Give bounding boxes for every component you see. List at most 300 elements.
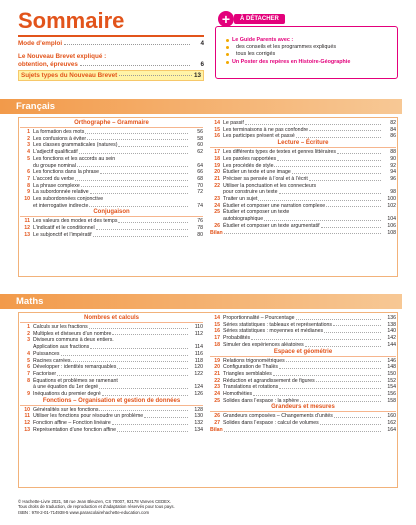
entry-number: 23 (214, 384, 220, 391)
toc-entry[interactable] (210, 216, 396, 223)
leader (333, 322, 381, 327)
entry-page: 76 (197, 218, 203, 225)
entry-title: Les confusions à éviter (33, 135, 87, 142)
entry-page: 80 (197, 231, 203, 238)
toc-entry[interactable] (210, 176, 396, 183)
toc-entry[interactable] (210, 371, 396, 378)
entry-page: 92 (390, 162, 396, 169)
entry-title: Étudier et composer un texte argumentatif (223, 222, 320, 229)
toc-entry-brevet[interactable] (18, 53, 204, 60)
entry-title: Translations et rotations (223, 384, 279, 391)
leader (273, 371, 381, 376)
entry-page: 118 (194, 357, 203, 364)
toc-entry[interactable] (210, 223, 396, 230)
entry-number: 12 (24, 225, 30, 232)
toc-entry[interactable] (20, 407, 203, 414)
toc-entry[interactable] (210, 322, 396, 329)
toc-entry[interactable] (20, 189, 203, 196)
toc-entry[interactable] (210, 328, 396, 335)
toc-subheading: Fonctions – Organisation et gestion de données (20, 398, 203, 406)
entry-page: 98 (390, 189, 396, 196)
entry-page: 70 (197, 182, 203, 189)
leader (80, 61, 190, 66)
footer-line: Tous droits de traduction, de reproduction et d’adaptation réservés pour tous pays. (18, 504, 175, 510)
entry-page: 104 (387, 216, 396, 223)
toc-entry[interactable] (20, 156, 203, 163)
leader (326, 203, 381, 208)
toc-entry[interactable] (210, 342, 396, 349)
entry-number: 8 (27, 182, 30, 189)
leader (320, 420, 381, 425)
page-title: Sommaire (18, 8, 125, 33)
entry-title: Les participes présent et passé (223, 133, 295, 140)
entry-number: 14 (214, 120, 220, 126)
toc-entry[interactable] (20, 203, 203, 210)
entry-number: 3 (27, 337, 30, 344)
entry-number: 8 (27, 377, 30, 384)
toc-entry[interactable] (210, 391, 396, 398)
toc-subheading: Orthographe – Grammaire (20, 120, 203, 128)
toc-subheading: Espace et géométrie (210, 349, 396, 357)
entry-number: 17 (214, 149, 220, 156)
entry-page: 128 (194, 406, 203, 413)
leader (224, 230, 381, 235)
leader (89, 203, 188, 208)
entry-title: Étudier et composer un texte (223, 209, 290, 216)
maths-left-column (20, 315, 203, 434)
footer-line: ISBN : 978-2-01-714938-5 www.parascolairehachette-education.com (18, 509, 150, 515)
leader (112, 331, 188, 336)
toc-entry[interactable] (20, 176, 203, 183)
entry-number: 22 (214, 182, 220, 189)
entry-title: du groupe nominal (33, 162, 76, 169)
entry-title: Mode d’emploi (18, 40, 63, 47)
entry-page: 132 (194, 420, 203, 427)
entry-page: 68 (197, 175, 203, 182)
toc-entry[interactable] (20, 149, 203, 156)
leader (274, 163, 381, 168)
entry-title: Traiter un sujet (223, 196, 258, 203)
entry-page: 64 (197, 162, 203, 169)
leader (81, 183, 188, 188)
toc-entry[interactable] (20, 136, 203, 143)
entry-number: 5 (27, 155, 30, 162)
entry-page: 152 (387, 377, 396, 384)
toc-entry[interactable] (210, 209, 396, 216)
toc-subheading: Grandeurs et mesures (210, 404, 396, 412)
entry-page: 122 (194, 370, 203, 377)
toc-entry[interactable] (20, 218, 203, 225)
entry-title: L’accord du verbe (33, 175, 74, 182)
entry-title: Les différents types de textes et genres littéraires (223, 149, 336, 156)
entry-page: 146 (387, 357, 396, 364)
leader (89, 324, 188, 329)
entry-number: 15 (214, 126, 220, 133)
entry-page: 148 (387, 364, 396, 371)
toc-entry[interactable] (20, 169, 203, 176)
entry-page: 13 (193, 72, 201, 79)
entry-page: 62 (197, 149, 203, 156)
entry-title: obtention, épreuves (18, 61, 78, 68)
section-francais-header: Français (0, 99, 402, 114)
entry-number: 7 (27, 175, 30, 182)
entry-number: 11 (24, 413, 30, 420)
toc-entry[interactable] (20, 196, 203, 203)
leader (117, 427, 188, 432)
toc-entry[interactable] (20, 142, 203, 149)
leader (75, 176, 188, 181)
entry-title: Calculs sur les fractions (33, 324, 88, 330)
leader (305, 342, 381, 347)
entry-page: 154 (387, 384, 396, 391)
entry-page: 60 (197, 142, 203, 149)
entry-title: Étudier un texte et une image (223, 169, 291, 176)
toc-entry[interactable] (20, 331, 203, 338)
entry-page: 130 (194, 413, 203, 420)
entry-title: Sujets types du Nouveau Brevet (21, 72, 118, 79)
toc-entry[interactable] (20, 129, 203, 136)
entry-page: 116 (194, 350, 203, 357)
entry-page: 156 (387, 391, 396, 398)
leader (258, 196, 381, 201)
toc-entry[interactable] (210, 420, 396, 427)
toc-entry-brevet-2[interactable] (18, 61, 204, 68)
toc-subheading: Conjugaison (20, 209, 203, 217)
leader (99, 407, 188, 412)
entry-page: 66 (197, 169, 203, 176)
entry-page: 164 (387, 426, 396, 433)
toc-entry[interactable] (20, 232, 203, 239)
entry-number: 16 (214, 133, 220, 140)
toc-entry-mode-emploi[interactable] (18, 40, 204, 47)
entry-page: 96 (390, 175, 396, 182)
toc-entry[interactable] (20, 364, 203, 371)
entry-page: 112 (194, 330, 203, 337)
entry-title: Les paroles rapportées (223, 155, 277, 162)
entry-page: 138 (387, 321, 396, 328)
entry-title: Équations et problèmes se ramenant (33, 377, 118, 384)
entry-number: 2 (27, 330, 30, 337)
leader (119, 75, 192, 76)
entry-title: La formation des mots (33, 129, 85, 135)
entry-page: 74 (197, 202, 203, 209)
entry-title: Diviseurs communs à deux entiers. (33, 337, 114, 344)
toc-entry[interactable] (210, 384, 396, 391)
plus-icon: + (218, 11, 234, 27)
leader (277, 156, 381, 161)
entry-number: 6 (27, 169, 30, 176)
toc-entry[interactable] (20, 420, 203, 427)
leader (224, 427, 381, 432)
entry-title: Multiples et diviseurs d’un nombre (33, 330, 112, 337)
toc-subheading: Lecture – Écriture (210, 140, 396, 148)
entry-title: Simuler des expériences aléatoires (223, 341, 304, 348)
leader (57, 371, 188, 376)
entry-number: 27 (214, 420, 220, 427)
entry-number: 10 (24, 196, 30, 203)
leader (251, 335, 381, 340)
leader (71, 358, 188, 363)
toc-entry[interactable] (210, 149, 396, 156)
leader (279, 189, 382, 194)
entry-number: 21 (214, 175, 220, 182)
entry-title: Inéquations du premier degré (33, 391, 101, 398)
entry-number: 24 (214, 202, 220, 209)
entry-title: Les subordonnées conjonctive (33, 196, 104, 203)
entry-number: 26 (214, 413, 220, 420)
entry-page: 160 (387, 413, 396, 420)
entry-number: 19 (214, 357, 220, 364)
toc-entry[interactable] (20, 413, 203, 420)
entry-title: autobiographique (223, 216, 264, 223)
entry-title: Généralités sur les fonctions (33, 406, 99, 413)
detach-box (215, 26, 398, 79)
toc-entry[interactable] (210, 398, 396, 405)
entry-number: 18 (214, 155, 220, 162)
entry-number: 7 (27, 370, 30, 377)
leader (100, 169, 188, 174)
entry-number: 3 (27, 142, 30, 149)
entry-number: 17 (214, 335, 220, 342)
entry-page: 108 (387, 229, 396, 236)
entry-title: Bilan (210, 229, 223, 236)
leader (264, 216, 381, 221)
toc-entry[interactable] (210, 358, 396, 365)
entry-title: Triangles semblables (223, 370, 272, 377)
entry-number: 20 (214, 169, 220, 176)
leader (117, 364, 188, 369)
entry-title: Les fonctions et les accords au sein (33, 155, 116, 162)
leader (96, 225, 188, 230)
leader (253, 391, 381, 396)
entry-page: 102 (387, 202, 396, 209)
entry-title: Réduction et agrandissement de figures (223, 377, 315, 384)
toc-entry[interactable] (20, 337, 203, 344)
entry-title: La subordonnée relative (33, 189, 89, 196)
leader (300, 398, 381, 403)
leader (64, 40, 190, 45)
entry-title: Séries statistiques : tableaux et représentations (223, 321, 332, 328)
footer (18, 499, 398, 515)
entry-number: 19 (214, 162, 220, 169)
leader (112, 420, 188, 425)
entry-page: 84 (390, 126, 396, 133)
entry-number: 11 (24, 218, 30, 225)
entry-title: Le passif (223, 120, 244, 126)
leader (144, 413, 188, 418)
toc-entry[interactable] (210, 335, 396, 342)
leader (337, 149, 381, 154)
entry-title: Fonction affine – Fonction linéaire (33, 420, 111, 427)
leader (102, 391, 188, 396)
entry-page: 90 (390, 155, 396, 162)
detach-label: À DÉTACHER (234, 14, 285, 24)
entry-title: pour construire un texte (223, 189, 278, 196)
entry-title: Proportionnalité – Pourcentage (223, 315, 295, 321)
entry-number: 13 (24, 426, 30, 433)
entry-title: Le subjonctif et l’impératif (33, 231, 92, 238)
entry-title: Puissances (33, 350, 60, 357)
toc-entry[interactable] (20, 371, 203, 378)
leader (90, 344, 188, 349)
toc-entry[interactable] (20, 344, 203, 351)
entry-number: 13 (24, 231, 30, 238)
entry-number: 24 (214, 391, 220, 398)
section-maths-header: Maths (0, 294, 402, 309)
entry-number: 15 (214, 321, 220, 328)
toc-entry[interactable] (210, 378, 396, 385)
toc-entry[interactable] (20, 391, 203, 398)
entry-page: 56 (197, 129, 203, 135)
entry-page: 110 (194, 324, 203, 330)
toc-entry[interactable] (20, 427, 203, 434)
leader (316, 378, 381, 383)
entry-page: 124 (194, 384, 203, 391)
toc-entry[interactable] (20, 324, 203, 331)
entry-number: 25 (214, 397, 220, 404)
entry-number: 9 (27, 189, 30, 196)
entry-title: Homothéties (223, 391, 253, 398)
toc-entry[interactable] (210, 183, 396, 190)
toc-entry[interactable] (20, 225, 203, 232)
entry-number: 18 (214, 341, 220, 348)
toc-entry[interactable] (210, 364, 396, 371)
toc-entry[interactable] (20, 183, 203, 190)
entry-number: 21 (214, 370, 220, 377)
entry-title: Développer : identités remarquables (33, 364, 117, 371)
toc-entry[interactable] (210, 196, 396, 203)
leader (79, 149, 188, 154)
entry-page: 140 (387, 328, 396, 335)
entry-page: 134 (194, 426, 203, 433)
entry-page: 82 (390, 120, 396, 126)
toc-entry[interactable] (210, 156, 396, 163)
toc-entry[interactable] (210, 413, 396, 420)
entry-title: Séries statistiques : moyennes et médianes (223, 328, 324, 335)
leader (334, 413, 381, 418)
entry-page: 86 (390, 133, 396, 140)
toc-entry[interactable] (20, 351, 203, 358)
entry-number: 20 (214, 364, 220, 371)
entry-title: Les valeurs des modes et des temps (33, 218, 118, 225)
toc-entry[interactable] (20, 358, 203, 365)
entry-title: Utiliser les fonctions pour résoudre un problème (33, 413, 144, 420)
toc-entry[interactable] (20, 378, 203, 385)
entry-number: 23 (214, 196, 220, 203)
entry-number: 2 (27, 135, 30, 142)
leader (321, 223, 381, 228)
francais-right-column (210, 120, 396, 236)
entry-number: 1 (27, 324, 30, 330)
entry-page: 158 (387, 397, 396, 404)
entry-title: L’indicatif et le conditionnel (33, 225, 95, 232)
toc-bilan[interactable] (210, 427, 396, 434)
entry-page: 72 (197, 189, 203, 196)
detach-item: des conseils et les programmes expliqués (226, 44, 391, 51)
toc-entry[interactable] (210, 127, 396, 134)
entry-page: 144 (387, 341, 396, 348)
title-divider (18, 35, 204, 37)
toc-entry[interactable] (210, 169, 396, 176)
entry-title: L’adjectif qualificatif (33, 149, 78, 156)
francais-left-column (20, 120, 203, 239)
toc-entry[interactable] (210, 189, 396, 196)
leader (296, 133, 381, 138)
entry-number: 25 (214, 209, 220, 216)
entry-page: 94 (390, 169, 396, 176)
entry-number: 4 (27, 149, 30, 156)
entry-title: et interrogative indirecte (33, 202, 89, 209)
entry-title: Les classes grammaticales (natures) (33, 142, 118, 149)
leader (118, 218, 188, 223)
entry-page: 162 (387, 420, 396, 427)
entry-number: 4 (27, 350, 30, 357)
leader (77, 163, 188, 168)
leader (93, 232, 188, 237)
toc-entry[interactable] (20, 384, 203, 391)
entry-title: Les terminaisons à ne pas confondre (223, 126, 309, 133)
leader (87, 136, 188, 141)
detach-item: Le Guide Parents avec : (226, 37, 391, 44)
toc-entry-sujets-types[interactable] (18, 70, 204, 81)
toc-entry[interactable] (210, 120, 396, 127)
entry-title: La phrase complexe (33, 182, 80, 189)
leader (279, 364, 381, 369)
toc-bilan[interactable] (210, 230, 396, 237)
entry-page: 106 (387, 222, 396, 229)
leader (279, 384, 381, 389)
entry-title: Racines carrées (33, 357, 71, 364)
entry-title: Relations trigonométriques (223, 357, 285, 364)
entry-page: 4 (200, 40, 204, 47)
entry-title: à une équation du 1er degré (33, 384, 99, 391)
entry-title: Probabilités (223, 335, 251, 342)
leader (309, 127, 381, 132)
entry-title: Le Nouveau Brevet expliqué : (18, 53, 107, 60)
entry-title: Solides dans l’espace : la sphère (223, 397, 299, 404)
entry-page: 58 (197, 135, 203, 142)
detach-item: tous les corrigés (226, 51, 391, 58)
entry-number: 16 (214, 328, 220, 335)
leader (90, 189, 188, 194)
leader (99, 384, 188, 389)
entry-page: 114 (194, 344, 203, 351)
entry-title: Solides dans l’espace : calcul de volumes (223, 420, 319, 427)
detach-item: Un Poster des repères en Histoire-Géographie (226, 59, 391, 66)
entry-title: Les procédés de style (223, 162, 274, 169)
maths-right-column (210, 315, 396, 434)
toc-entry[interactable] (20, 163, 203, 170)
entry-title: Les fonctions dans la phrase (33, 169, 100, 176)
toc-entry[interactable] (210, 315, 396, 322)
entry-title: Application aux fractions (33, 344, 90, 351)
entry-number: 9 (27, 391, 30, 398)
entry-title: Représentation d’une fonction affine (33, 426, 116, 433)
footer-line: © Hachette-Livre 2021, 58 rue Jean Bleuzen, CS 70007, 92178 Vanves CEDEX. (18, 499, 172, 504)
leader (245, 120, 381, 125)
entry-title: Grandeurs composées – Changements d’unités (223, 413, 333, 420)
entry-title: Étudier et composer une narration complexe (223, 202, 326, 209)
entry-page: 142 (387, 335, 396, 342)
entry-page: 100 (387, 196, 396, 203)
leader (324, 328, 381, 333)
entry-number: 26 (214, 222, 220, 229)
entry-number: 22 (214, 377, 220, 384)
leader (85, 129, 188, 134)
leader (61, 351, 188, 356)
leader (309, 176, 381, 181)
leader (118, 142, 188, 147)
